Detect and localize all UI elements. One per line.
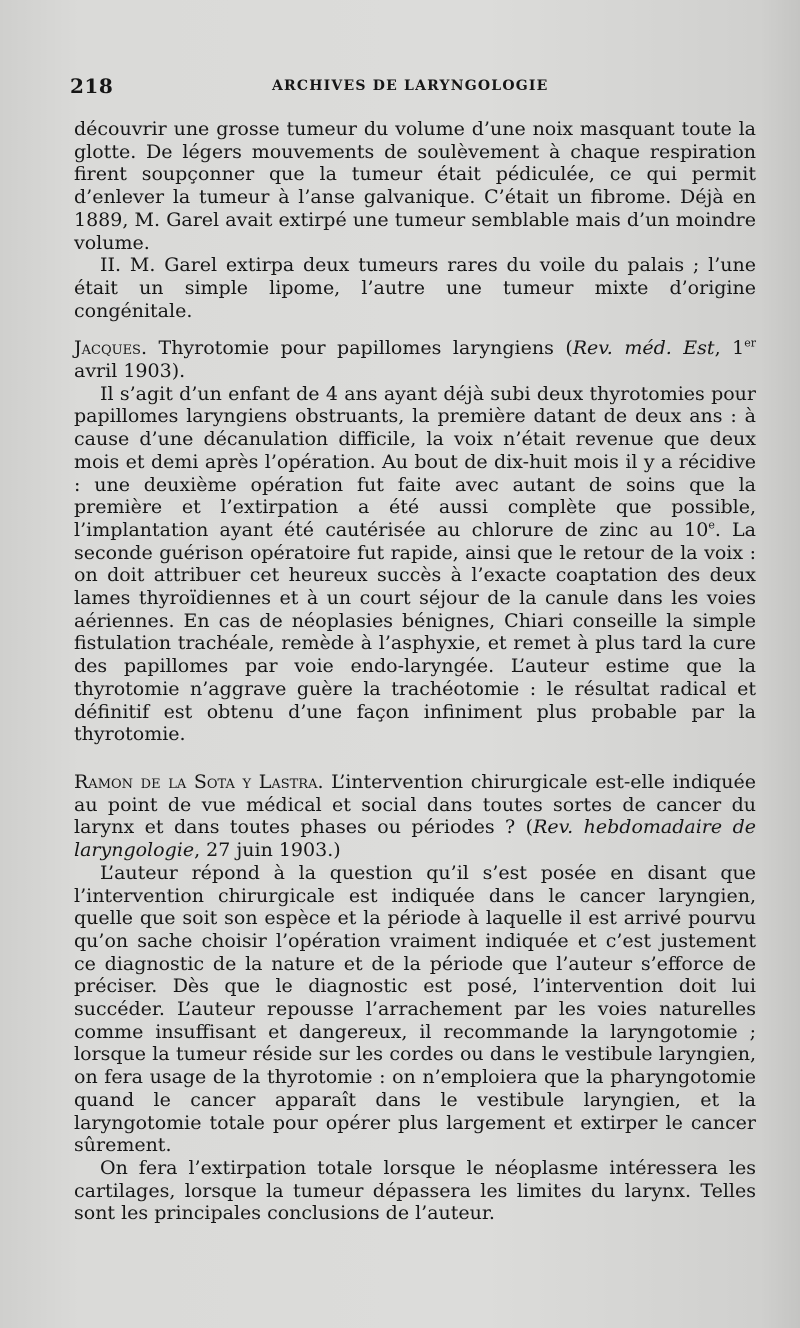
date-rest: avril 1903).: [74, 360, 186, 383]
body-text: Il s’agit d’un enfant de 4 ans ayant déjà subi deux thyrotomies pour papillomes laryngiens obstruants, la première datant de deux ans : à cause d’une décanulation difficile, la voix n’était revenue que deux mois et demi après l’opération. Au bout de dix-huit mois il y a récidive : une deuxième opération fut faite avec autant de soins que la première et l’extirpation a été aussi complète que possible, l’implantation ayant été cautérisée au chlorure de zinc au 10: [74, 382, 756, 541]
article-title: . L’intervention chirurgicale est-elle indiquée au point de vue médical et social dans toutes sortes de cancer du larynx et dans toutes phases ou périodes ? (: [74, 770, 757, 839]
body-text-rest: . La seconde guérison opératoire fut rapide, ainsi que le retour de la voix : on doit attribuer cet heureux succès à l’exacte coaptation des deux lames thyroïdiennes et à un court séjour de la canule dans les voies aériennes. En cas de néoplasies bénignes, Chiari conseille la simple fistulation trachéale, remède à l’asphyxie, et remet à plus tard la cure des papillomes par voie endo-laryngée. L’auteur estime que la thyrotomie n’aggrave guère la trachéotomie : le résultat radical et définitif est obtenu d’une façon infiniment plus probable par la thyrotomie.: [74, 518, 756, 746]
article-conclusion-ramon: On fera l’extirpation totale lorsque le néoplasme intéressera les cartilages, lorsque la tumeur dépassera les limites du larynx. Telles sont les principales conclusions de l’auteur.: [74, 1156, 756, 1225]
journal-name: Rev. hebdomadaire de laryngologie: [74, 816, 756, 862]
article-heading-ramon: [74, 771, 756, 862]
ordinal-superscript: e: [708, 518, 715, 532]
article-heading-jacques: [74, 337, 756, 382]
author-name: Jacques: [74, 337, 141, 360]
running-title: ARCHIVES DE LARYNGOLOGIE: [272, 78, 549, 94]
page-header: [70, 74, 750, 104]
article-title: . Thyrotomie pour papillomes laryngiens (: [140, 337, 573, 360]
ordinal-superscript: er: [744, 337, 756, 350]
page-number: 218: [70, 74, 114, 98]
journal-name: Rev. méd. Est: [572, 337, 715, 360]
author-name: Ramon de la Sota y Lastra: [74, 770, 318, 793]
date-part: , 27 juin 1903.): [194, 839, 341, 862]
article-body-jacques: [74, 383, 756, 746]
garel-paragraph: II. M. Garel extirpa deux tumeurs rares du voile du palais ; l’une était un simple lipome, l’autre une tumeur mixte d’origine congénitale.: [74, 254, 756, 322]
article-body-ramon: L’auteur répond à la question qu’il s’est posée en disant que l’intervention chirurgicale est indiquée dans le cancer laryngien, quelle que soit son espèce et la période à laquelle il est arrivé pourvu qu’on sache choisir l’opération vraiment indiquée et c’est justement ce diagnostic de la nature et de la période que l’auteur s’efforce de préciser. Dès que le diagnostic est posé, l’intervention doit lui succéder. L’auteur repousse l’arrachement par les voies naturelles comme insuffisant et dangereux, il recommande la laryngotomie ; lorsque la tumeur réside sur les cordes ou dans le vestibule laryngien, on fera usage de la thyrotomie : on n’emploiera que la pharyngotomie quand le cancer apparaît dans le vestibule laryngien, et la laryngotomie totale pour opérer plus largement et extirper le cancer sûrement.: [74, 861, 756, 1157]
continuation-paragraph: découvrir une grosse tumeur du volume d’une noix masquant toute la glotte. De légers mouvements de soulèvement à chaque respiration firent soupçonner que la tumeur était pédiculée, ce qui permit d’enlever la tumeur à l’anse galvanique. C’était un fibrome. Déjà en 1889, M. Garel avait extirpé une tumeur semblable mais d’un moindre volume.: [74, 118, 756, 254]
page-body: [74, 118, 756, 1225]
date-part: , 1: [714, 337, 745, 360]
